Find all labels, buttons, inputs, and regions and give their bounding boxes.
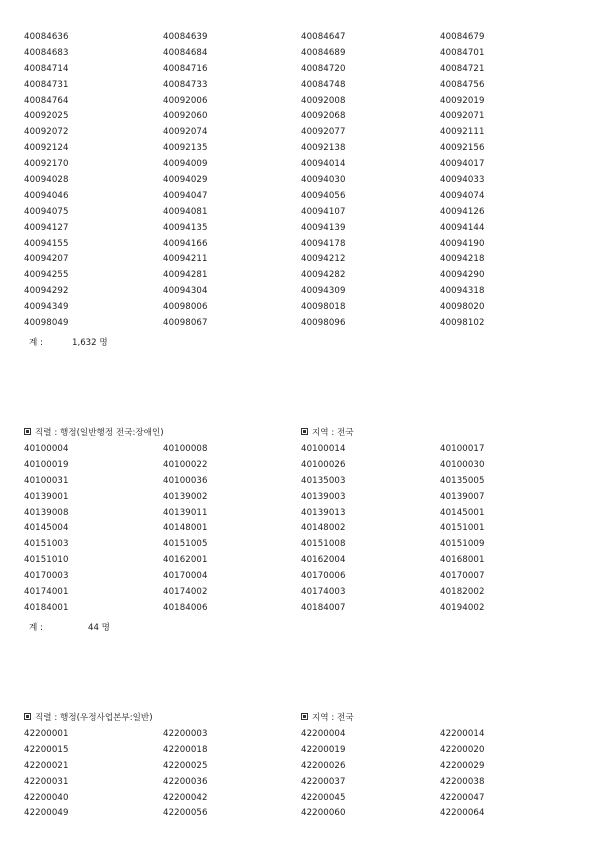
id-cell: 40162001 xyxy=(163,555,208,566)
id-cell: 40094028 xyxy=(24,175,69,186)
id-cell: 40094282 xyxy=(301,270,346,281)
id-cell: 42200004 xyxy=(301,729,346,739)
id-cell: 40184006 xyxy=(163,602,208,613)
id-cell: 40094056 xyxy=(301,190,346,201)
id-cell: 40094155 xyxy=(24,238,69,249)
id-cell: 40092060 xyxy=(163,111,208,122)
id-cell: 42200019 xyxy=(301,744,346,755)
id-cell: 42200015 xyxy=(24,744,69,755)
id-cell: 42200003 xyxy=(163,729,208,739)
id-cell: 40094178 xyxy=(301,238,346,249)
id-cell: 40094126 xyxy=(440,206,485,217)
id-cell: 42200049 xyxy=(24,808,69,819)
id-cell: 40092019 xyxy=(440,95,485,106)
id-cell: 40139011 xyxy=(163,507,208,518)
id-cell: 40094029 xyxy=(163,175,208,186)
square-bullet-icon xyxy=(301,713,308,720)
table-row xyxy=(24,571,574,587)
id-cell: 40094046 xyxy=(24,190,69,201)
id-cell: 40139013 xyxy=(301,507,346,518)
id-cell: 42200045 xyxy=(301,792,346,803)
table-row xyxy=(24,808,574,824)
id-cell: 42200040 xyxy=(24,792,69,803)
id-cell: 40100036 xyxy=(163,475,208,486)
id-cell: 40100008 xyxy=(163,444,208,454)
id-list xyxy=(24,729,574,824)
table-row xyxy=(24,127,574,143)
id-cell: 40098006 xyxy=(163,302,208,313)
id-cell: 40139002 xyxy=(163,491,208,502)
id-cell: 40084714 xyxy=(24,63,69,74)
id-cell: 40168001 xyxy=(440,555,485,566)
id-cell: 40084684 xyxy=(163,47,208,58)
id-cell: 40094127 xyxy=(24,222,69,233)
id-cell: 40139003 xyxy=(301,491,346,502)
square-bullet-icon xyxy=(24,713,31,720)
table-row xyxy=(24,80,574,96)
id-cell: 40094190 xyxy=(440,238,485,249)
id-cell: 40084721 xyxy=(440,63,485,74)
id-cell: 40092170 xyxy=(24,159,69,170)
square-bullet-icon xyxy=(301,428,308,435)
table-row xyxy=(24,492,574,508)
id-cell: 40092135 xyxy=(163,143,208,154)
id-cell: 42200029 xyxy=(440,760,485,771)
id-cell: 40145004 xyxy=(24,523,69,534)
id-cell: 40094009 xyxy=(163,159,208,170)
id-cell: 40094144 xyxy=(440,222,485,233)
id-cell: 42200036 xyxy=(163,776,208,787)
id-cell: 40098096 xyxy=(301,318,346,329)
id-cell: 40092006 xyxy=(163,95,208,106)
id-cell: 40084716 xyxy=(163,63,208,74)
table-row xyxy=(24,587,574,603)
square-bullet-icon xyxy=(24,428,31,435)
id-cell: 40094281 xyxy=(163,270,208,281)
series-label: 직렬 : 행정(일반행정 전국:장애인) xyxy=(35,428,164,438)
section-header xyxy=(24,426,574,444)
table-row xyxy=(24,555,574,571)
id-cell: 40174003 xyxy=(301,587,346,598)
id-cell: 40151008 xyxy=(301,539,346,550)
table-row xyxy=(24,745,574,761)
id-cell: 40094014 xyxy=(301,159,346,170)
id-cell: 40084764 xyxy=(24,95,69,106)
table-row xyxy=(24,159,574,175)
id-cell: 40098067 xyxy=(163,318,208,329)
id-cell: 40092138 xyxy=(301,143,346,154)
id-cell: 40084748 xyxy=(301,79,346,90)
id-cell: 40084683 xyxy=(24,47,69,58)
id-cell: 40094318 xyxy=(440,286,485,297)
table-row xyxy=(24,239,574,255)
id-cell: 40148001 xyxy=(163,523,208,534)
id-cell: 40094135 xyxy=(163,222,208,233)
total-label: 계 : xyxy=(29,337,43,348)
id-cell: 40184007 xyxy=(301,602,346,613)
id-cell: 40174002 xyxy=(163,587,208,598)
id-cell: 40084720 xyxy=(301,63,346,74)
id-cell: 40174001 xyxy=(24,587,69,598)
id-cell: 40094047 xyxy=(163,190,208,201)
id-cell: 40084679 xyxy=(440,32,485,42)
table-row xyxy=(24,793,574,809)
table-row xyxy=(24,444,574,460)
id-cell: 40092025 xyxy=(24,111,69,122)
id-cell: 40094017 xyxy=(440,159,485,170)
id-cell: 42200047 xyxy=(440,792,485,803)
id-cell: 40151003 xyxy=(24,539,69,550)
id-cell: 42200037 xyxy=(301,776,346,787)
id-cell: 42200018 xyxy=(163,744,208,755)
id-cell: 40148002 xyxy=(301,523,346,534)
table-row xyxy=(24,777,574,793)
table-row xyxy=(24,460,574,476)
region-label: 지역 : 전국 xyxy=(312,713,354,723)
table-row xyxy=(24,143,574,159)
id-cell: 40100019 xyxy=(24,459,69,470)
section-header xyxy=(24,711,574,729)
id-cell: 40092068 xyxy=(301,111,346,122)
id-cell: 40170006 xyxy=(301,571,346,582)
total-count: 1,632 명 xyxy=(72,337,108,348)
table-row xyxy=(24,32,574,48)
id-cell: 40135003 xyxy=(301,475,346,486)
table-row xyxy=(24,318,574,334)
id-cell: 40098102 xyxy=(440,318,485,329)
id-cell: 40094033 xyxy=(440,175,485,186)
id-cell: 40098049 xyxy=(24,318,69,329)
series-label: 직렬 : 행정(우정사업본부:일반) xyxy=(35,713,153,723)
id-cell: 40100022 xyxy=(163,459,208,470)
total-count: 44 명 xyxy=(88,622,110,633)
id-cell: 40084639 xyxy=(163,32,208,42)
id-list xyxy=(24,32,574,334)
id-cell: 40162004 xyxy=(301,555,346,566)
id-cell: 40092077 xyxy=(301,127,346,138)
id-cell: 42200038 xyxy=(440,776,485,787)
table-row xyxy=(24,64,574,80)
total-label: 계 : xyxy=(29,622,43,633)
table-row xyxy=(24,508,574,524)
id-cell: 40094211 xyxy=(163,254,208,265)
id-cell: 40084647 xyxy=(301,32,346,42)
region-label: 지역 : 전국 xyxy=(312,428,354,438)
id-cell: 40094292 xyxy=(24,286,69,297)
id-cell: 40139007 xyxy=(440,491,485,502)
id-cell: 40092111 xyxy=(440,127,485,138)
table-row xyxy=(24,523,574,539)
table-row xyxy=(24,48,574,64)
id-cell: 42200025 xyxy=(163,760,208,771)
table-row xyxy=(24,96,574,112)
id-cell: 40094075 xyxy=(24,206,69,217)
id-cell: 42200042 xyxy=(163,792,208,803)
id-cell: 40100017 xyxy=(440,444,485,454)
table-row xyxy=(24,729,574,745)
id-cell: 40098018 xyxy=(301,302,346,313)
id-cell: 40094290 xyxy=(440,270,485,281)
id-cell: 40084689 xyxy=(301,47,346,58)
id-cell: 40145001 xyxy=(440,507,485,518)
table-row xyxy=(24,302,574,318)
id-cell: 40170003 xyxy=(24,571,69,582)
id-cell: 40139008 xyxy=(24,507,69,518)
id-cell: 42200001 xyxy=(24,729,69,739)
id-cell: 42200014 xyxy=(440,729,485,739)
id-cell: 40084701 xyxy=(440,47,485,58)
id-cell: 40170007 xyxy=(440,571,485,582)
id-cell: 40100004 xyxy=(24,444,69,454)
table-row xyxy=(24,761,574,777)
table-row xyxy=(24,539,574,555)
table-row xyxy=(24,223,574,239)
id-cell: 40151005 xyxy=(163,539,208,550)
table-row xyxy=(24,254,574,270)
id-cell: 40094207 xyxy=(24,254,69,265)
table-row xyxy=(24,207,574,223)
table-row xyxy=(24,603,574,619)
id-cell: 40194002 xyxy=(440,602,485,613)
section-3 xyxy=(24,711,574,824)
id-cell: 40151010 xyxy=(24,555,69,566)
id-cell: 42200060 xyxy=(301,808,346,819)
id-cell: 40092072 xyxy=(24,127,69,138)
table-row xyxy=(24,111,574,127)
id-cell: 42200026 xyxy=(301,760,346,771)
id-cell: 40098020 xyxy=(440,302,485,313)
section-1 xyxy=(24,32,574,348)
id-cell: 40092156 xyxy=(440,143,485,154)
id-cell: 42200064 xyxy=(440,808,485,819)
id-cell: 40151001 xyxy=(440,523,485,534)
id-cell: 40084731 xyxy=(24,79,69,90)
section-2 xyxy=(24,426,574,633)
id-cell: 40084756 xyxy=(440,79,485,90)
id-cell: 40100026 xyxy=(301,459,346,470)
id-cell: 40094030 xyxy=(301,175,346,186)
id-cell: 42200021 xyxy=(24,760,69,771)
id-cell: 40094107 xyxy=(301,206,346,217)
id-cell: 40094166 xyxy=(163,238,208,249)
id-cell: 40182002 xyxy=(440,587,485,598)
id-cell: 40135005 xyxy=(440,475,485,486)
id-cell: 40151009 xyxy=(440,539,485,550)
id-cell: 40094074 xyxy=(440,190,485,201)
id-cell: 40100014 xyxy=(301,444,346,454)
id-cell: 42200031 xyxy=(24,776,69,787)
id-cell: 40092008 xyxy=(301,95,346,106)
id-cell: 40092124 xyxy=(24,143,69,154)
total-row xyxy=(24,334,574,348)
total-row xyxy=(24,619,574,633)
id-cell: 40084733 xyxy=(163,79,208,90)
id-cell: 40094309 xyxy=(301,286,346,297)
id-cell: 40094304 xyxy=(163,286,208,297)
id-cell: 40139001 xyxy=(24,491,69,502)
table-row xyxy=(24,270,574,286)
id-list xyxy=(24,444,574,619)
table-row xyxy=(24,175,574,191)
id-cell: 40170004 xyxy=(163,571,208,582)
id-cell: 40094139 xyxy=(301,222,346,233)
table-row xyxy=(24,286,574,302)
id-cell: 40100030 xyxy=(440,459,485,470)
id-cell: 40094212 xyxy=(301,254,346,265)
id-cell: 40184001 xyxy=(24,602,69,613)
id-cell: 40094255 xyxy=(24,270,69,281)
id-cell: 40092074 xyxy=(163,127,208,138)
table-row xyxy=(24,191,574,207)
id-cell: 40084636 xyxy=(24,32,69,42)
id-cell: 40092071 xyxy=(440,111,485,122)
id-cell: 42200056 xyxy=(163,808,208,819)
id-cell: 40094349 xyxy=(24,302,69,313)
id-cell: 40100031 xyxy=(24,475,69,486)
id-cell: 40094218 xyxy=(440,254,485,265)
id-cell: 40094081 xyxy=(163,206,208,217)
table-row xyxy=(24,476,574,492)
id-cell: 42200020 xyxy=(440,744,485,755)
